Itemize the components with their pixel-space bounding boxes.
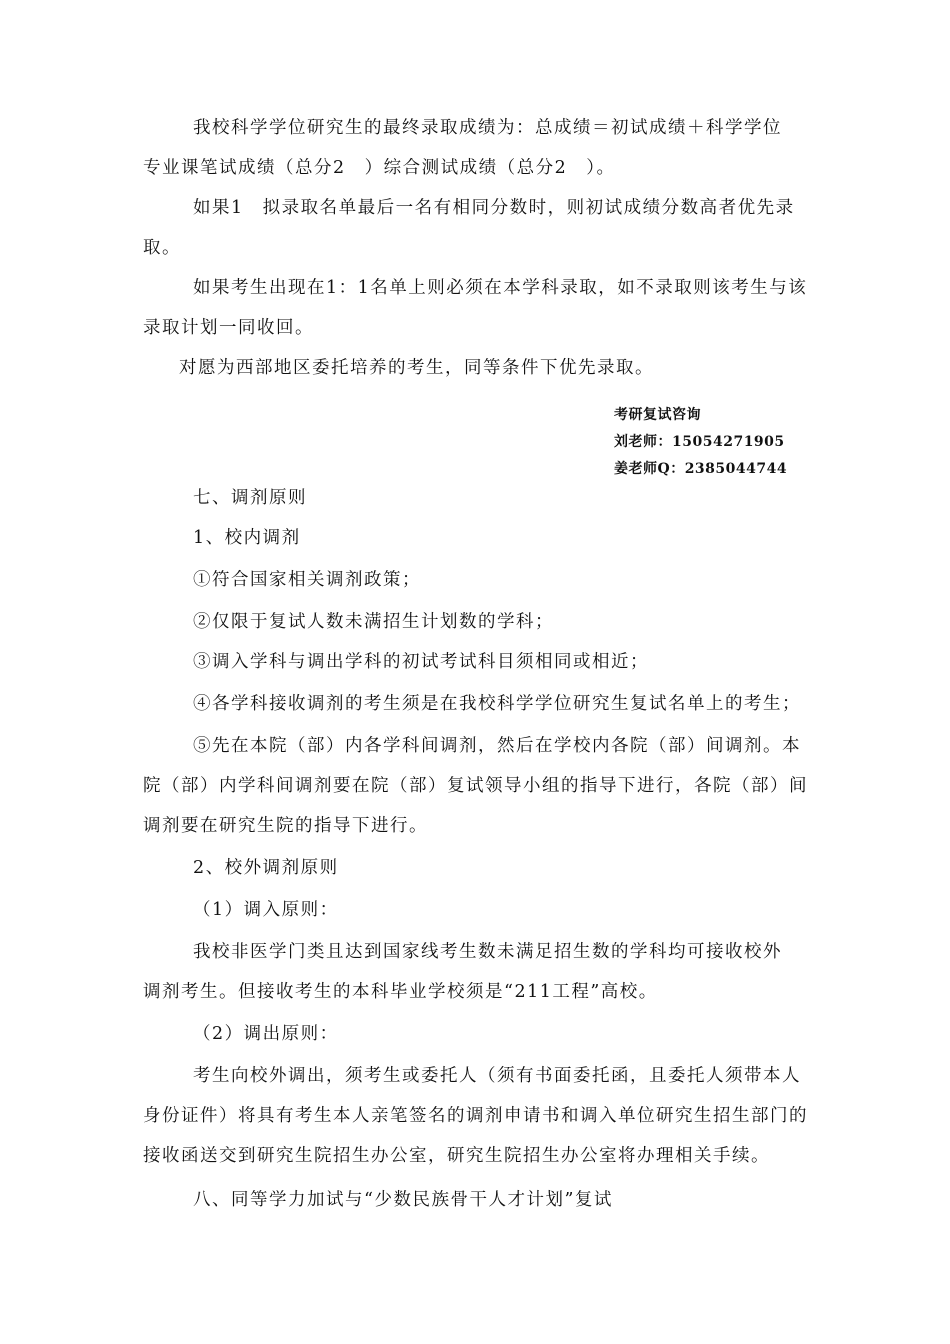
text-line: 如果考生出现在1：1名单上则必须在本学科录取，如不录取则该考生与该 — [193, 278, 808, 298]
subheading-transfer-out — [143, 1014, 808, 1054]
subheading-external-adjustment — [143, 848, 808, 888]
heading-text: 1、校内调剂 — [193, 528, 301, 548]
paragraph-one-to-one-list — [143, 268, 808, 348]
list-item-5 — [143, 726, 808, 846]
list-item-text: ②仅限于复试人数未满招生计划数的学科； — [193, 612, 554, 632]
paragraph-transfer-out — [143, 1056, 808, 1176]
list-item-3 — [143, 642, 808, 682]
list-item-text: ③调入学科与调出学科的初试考试科目须相同或相近； — [193, 652, 649, 672]
text-line: 院（部）内学科间调剂要在院（部）复试领导小组的指导下进行，各院（部）间 — [143, 776, 808, 796]
text-line: 身份证件）将具有考生本人亲笔签名的调剂申请书和调入单位研究生招生部门的 — [143, 1106, 808, 1126]
text-line: ⑤先在本院（部）内各学科间调剂，然后在学校内各院（部）间调剂。本 — [193, 736, 801, 756]
heading-text: 2、校外调剂原则 — [193, 858, 339, 878]
list-item-1 — [143, 560, 808, 600]
consult-qq: 姜老师Q：2385044744 — [614, 461, 788, 477]
text-line: 取。 — [143, 238, 181, 258]
heading-text: 八、同等学力加试与“少数民族骨干人才计划”复试 — [193, 1190, 613, 1210]
heading-text: （1）调入原则： — [193, 900, 339, 920]
consult-contact-block — [614, 402, 814, 483]
section-heading-adjustment — [143, 478, 808, 518]
list-item-text: ④各学科接收调剂的考生须是在我校科学学位研究生复试名单上的考生； — [193, 694, 801, 714]
text-line: 我校非医学门类且达到国家线考生数未满足招生数的学科均可接收校外 — [193, 942, 782, 962]
text-line: 调剂考生。但接收考生的本科毕业学校须是“211工程”高校。 — [143, 982, 658, 1002]
section-heading-equivalent — [143, 1180, 808, 1220]
paragraph-western-priority — [143, 348, 808, 388]
heading-text: （2）调出原则： — [193, 1024, 339, 1044]
text-line: 专业课笔试成绩（总分2 ）综合测试成绩（总分2 ）。 — [143, 158, 616, 178]
consult-title: 考研复试咨询 — [614, 407, 701, 423]
subheading-transfer-in — [143, 890, 808, 930]
text-line: 接收函送交到研究生院招生办公室，研究生院招生办公室将办理相关手续。 — [143, 1146, 770, 1166]
consult-phone: 刘老师：15054271905 — [614, 434, 785, 450]
text-line: 调剂要在研究生院的指导下进行。 — [143, 816, 428, 836]
paragraph-final-score — [143, 108, 808, 188]
text-line: 考生向校外调出，须考生或委托人（须有书面委托函，且委托人须带本人 — [193, 1066, 801, 1086]
heading-text: 七、调剂原则 — [193, 488, 307, 508]
paragraph-tie-rule — [143, 188, 808, 268]
text-line: 如果1 拟录取名单最后一名有相同分数时，则初试成绩分数高者优先录 — [193, 198, 795, 218]
paragraph-transfer-in — [143, 932, 808, 1012]
list-item-text: ①符合国家相关调剂政策； — [193, 570, 421, 590]
list-item-4 — [143, 684, 808, 724]
list-item-2 — [143, 602, 808, 642]
subheading-internal-adjustment — [143, 518, 808, 558]
text-line: 录取计划一同收回。 — [143, 318, 314, 338]
text-line: 对愿为西部地区委托培养的考生，同等条件下优先录取。 — [179, 358, 654, 378]
text-line: 我校科学学位研究生的最终录取成绩为：总成绩＝初试成绩＋科学学位 — [193, 118, 782, 138]
